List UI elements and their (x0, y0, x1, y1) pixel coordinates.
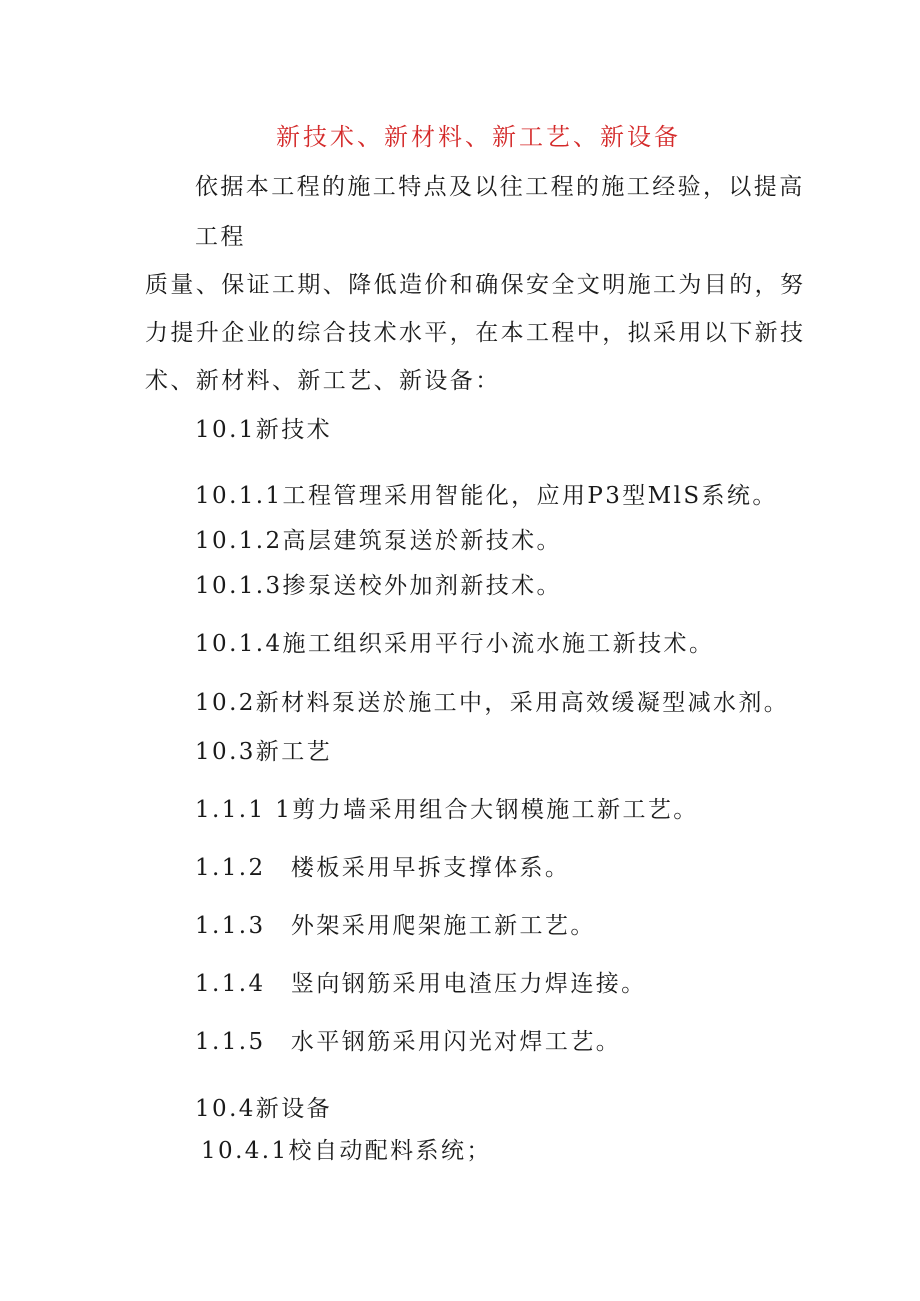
list-item-new-process-5: 1.1.5 水平钢筋采用闪光对焊工艺。 (195, 1029, 622, 1055)
intro-line-4: 力提升企业的综合技术水平，在本工程中，拟采用以下新技 (145, 320, 806, 346)
intro-line-1: 依据本工程的施工特点及以往工程的施工经验，以提高 (195, 174, 805, 200)
intro-line-2: 工程 (195, 224, 246, 250)
page-title: 新技术、新材料、新工艺、新设备 (276, 123, 681, 151)
list-item-new-process-3: 1.1.3 外架采用爬架施工新工艺。 (195, 913, 596, 939)
list-item-new-process-4: 1.1.4 竖向钢筋采用电渣压力焊连接。 (195, 971, 647, 997)
section-heading-new-process: 10.3新工艺 (195, 739, 333, 765)
list-item-new-tech-1: 10.1.1工程管理采用智能化，应用P3型MlS系统。 (195, 483, 778, 509)
section-heading-new-equipment: 10.4新设备 (195, 1096, 333, 1122)
intro-line-3: 质量、保证工期、降低造价和确保安全文明施工为目的，努 (145, 272, 806, 298)
intro-line-5: 术、新材料、新工艺、新设备： (145, 368, 501, 394)
list-item-new-tech-2: 10.1.2高层建筑泵送於新技术。 (195, 528, 562, 554)
list-item-new-process-1: 1.1.1 1剪力墙采用组合大钢模施工新工艺。 (195, 797, 699, 823)
list-item-new-equipment-1: 10.4.1校自动配料系统； (201, 1138, 492, 1164)
section-new-material: 10.2新材料泵送於施工中，采用高效缓凝型减水剂。 (195, 690, 790, 716)
list-item-new-process-2: 1.1.2 楼板采用早拆支撑体系。 (195, 855, 571, 881)
list-item-new-tech-3: 10.1.3掺泵送校外加剂新技术。 (195, 573, 562, 599)
list-item-new-tech-4: 10.1.4施工组织采用平行小流水施工新技术。 (195, 631, 715, 657)
section-heading-new-tech: 10.1新技术 (195, 417, 333, 443)
